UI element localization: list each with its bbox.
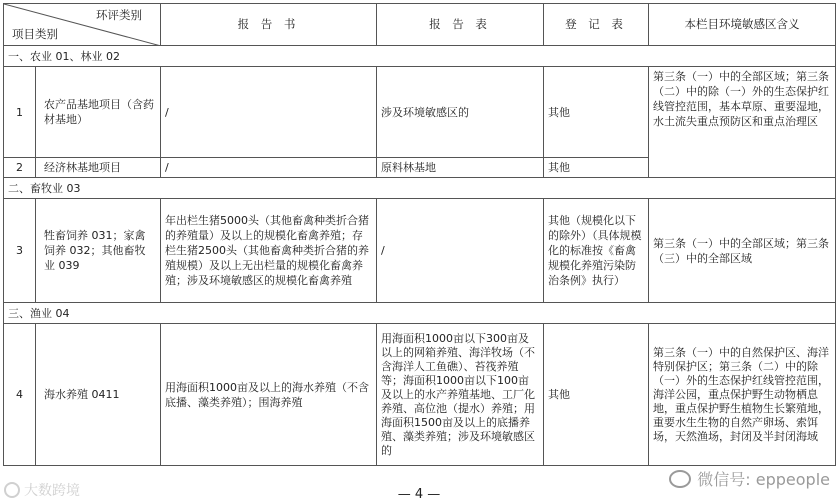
report-cell: / <box>161 158 377 178</box>
register-cell: 其他 <box>544 324 649 466</box>
project-cell: 海水养殖 0411 <box>36 324 161 466</box>
col-form-header: 报 告 表 <box>377 4 544 46</box>
header-row <box>4 4 836 46</box>
section-row <box>4 46 836 67</box>
register-cell: 其他 <box>544 67 649 158</box>
col-report-header: 报 告 书 <box>161 4 377 46</box>
col-sensitive-header: 本栏目环境敏感区含义 <box>649 4 836 46</box>
diagonal-header-cell <box>4 4 161 46</box>
form-cell: / <box>377 199 544 303</box>
row-number: 2 <box>4 158 36 178</box>
project-cell: 经济林基地项目 <box>36 158 161 178</box>
row-number: 4 <box>4 324 36 466</box>
sensitive-cell: 第三条（一）中的全部区域；第三条（二）中的除（一）外的生态保护红线管控范围，基本草原、重要湿地，水土流失重点预防区和重点治理区 <box>649 67 836 178</box>
row-number: 3 <box>4 199 36 303</box>
page-number: — 4 — <box>397 487 441 502</box>
table-row <box>4 199 836 303</box>
row-number: 1 <box>4 67 36 158</box>
category-label: 环评类别 <box>96 8 142 22</box>
section-row <box>4 178 836 199</box>
register-cell: 其他 <box>544 158 649 178</box>
watermark-right-text: 微信号: eppeople <box>697 470 830 489</box>
report-cell: 年出栏生猪5000头（其他畜禽种类折合猪的养殖量）及以上的规模化畜禽养殖；存栏生猪2500头（其他畜禽种类折合猪的养殖规模）及以上无出栏量的规模化畜禽养殖；涉及环境敏感区的规模化畜禽养殖 <box>161 199 377 303</box>
form-cell: 原料林基地 <box>377 158 544 178</box>
project-label: 项目类别 <box>12 27 58 41</box>
wechat-icon <box>669 470 691 488</box>
section-title: 二、畜牧业 03 <box>4 178 836 199</box>
form-cell: 用海面积1000亩以下300亩及以上的网箱养殖、海洋牧场（不含海洋人工鱼礁）、苔筏养殖等；海面积1000亩以下100亩及以上的水产养殖基地、工厂化养殖、高位池（提水）养殖；用海面积1500亩及以上的底播养殖、藻类养殖；涉及环境敏感区的 <box>377 324 544 466</box>
project-cell: 农产品基地项目（含药材基地） <box>36 67 161 158</box>
project-cell: 牲畜饲养 031；家禽饲养 032；其他畜牧业 039 <box>36 199 161 303</box>
eia-category-table <box>3 3 836 466</box>
table-row <box>4 324 836 466</box>
section-row <box>4 303 836 324</box>
form-cell: 涉及环境敏感区的 <box>377 67 544 158</box>
watermark-left-text: 大数跨境 <box>24 483 80 499</box>
section-title: 三、渔业 04 <box>4 303 836 324</box>
section-title: 一、农业 01、林业 02 <box>4 46 836 67</box>
table-row <box>4 67 836 158</box>
col-register-header: 登 记 表 <box>544 4 649 46</box>
sensitive-cell: 第三条（一）中的自然保护区、海洋特别保护区；第三条（二）中的除（一）外的生态保护红线管控范围，海洋公园，重点保护野生动物栖息地，重点保护野生植物生长繁殖地，重要水生生物的自然产卵场、索饵场，天然渔场，封闭及半封闭海域 <box>649 324 836 466</box>
report-cell: 用海面积1000亩及以上的海水养殖（不含底播、藻类养殖）；围海养殖 <box>161 324 377 466</box>
sensitive-cell: 第三条（一）中的全部区域；第三条（三）中的全部区域 <box>649 199 836 303</box>
register-cell: 其他（规模化以下的除外）（具体规模化的标准按《畜禽规模化养殖污染防治条例》执行） <box>544 199 649 303</box>
report-cell: / <box>161 67 377 158</box>
